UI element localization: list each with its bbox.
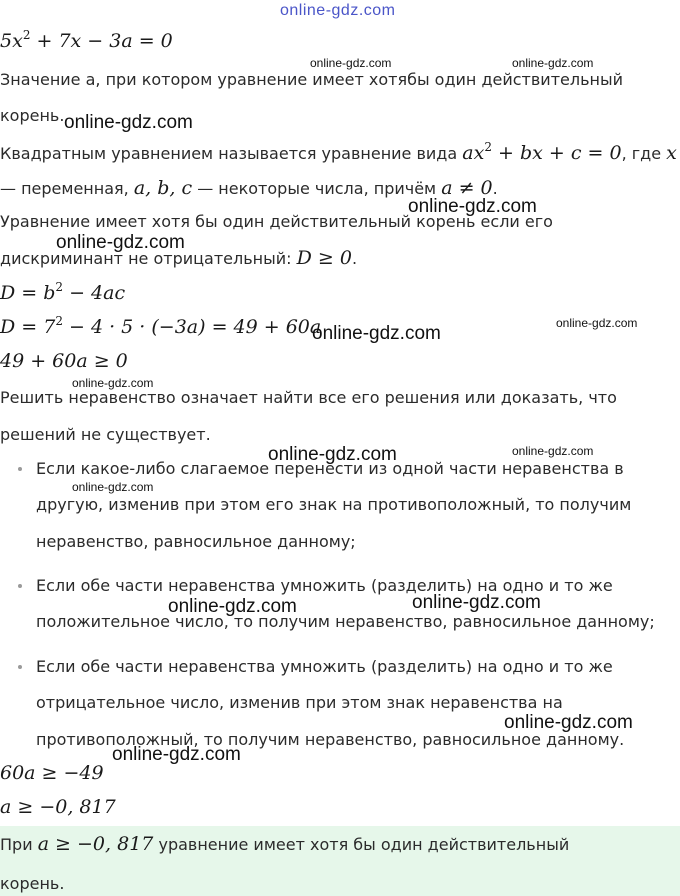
- task-text-1: Значение a, при котором уравнение имеет хотябы один действительный: [0, 70, 624, 89]
- watermark-top: online-gdz.com: [280, 2, 396, 19]
- list-item-line: противоположный, то получим неравенство, равносильное данному.: [36, 730, 625, 749]
- watermark: online-gdz.com: [310, 56, 392, 70]
- task-text-2: корень.: [0, 106, 65, 125]
- answer-value: a ≥ −0, 817: [37, 833, 154, 855]
- list-item-line: неравенство, равносильное данному;: [36, 532, 356, 551]
- discriminant-calculation: $D = 7^2 - 4 \cdot 5 \cdot (-3a) = 49 + 60a$: [0, 314, 322, 338]
- watermark: online-gdz.com: [168, 596, 297, 617]
- discriminant-formula: $D = b^2 - 4ac$: [0, 280, 126, 304]
- list-item-line: положительное число, то получим неравенство, равносильное данному;: [36, 612, 655, 631]
- inequality-2: 60a ≥ −49: [0, 762, 104, 784]
- watermark: online-gdz.com: [556, 316, 638, 330]
- watermark: online-gdz.com: [512, 56, 594, 70]
- list-item-line: Если какое-либо слагаемое перенести из одной части неравенства в: [36, 459, 624, 478]
- equation: $5x^2 + 7x - 3a = 0$: [0, 28, 173, 52]
- definition-text-2: — переменная, a, b, c — некоторые числа, причём a ≠ 0.: [0, 177, 498, 199]
- solve-text-1: Решить неравенство означает найти все его решения или доказать, что: [0, 388, 617, 407]
- condition-text-2: дискриминант не отрицательный: D ≥ 0.: [0, 247, 358, 269]
- watermark: online-gdz.com: [72, 480, 154, 494]
- answer-prefix: При: [0, 835, 33, 854]
- result: a ≥ −0, 817: [0, 796, 116, 818]
- list-bullet: [18, 467, 22, 471]
- watermark: online-gdz.com: [112, 744, 241, 765]
- inequality: 49 + 60a ≥ 0: [0, 350, 128, 372]
- watermark: online-gdz.com: [408, 196, 537, 217]
- watermark: online-gdz.com: [64, 112, 193, 133]
- answer-suffix: уравнение имеет хотя бы один действительный: [158, 835, 570, 854]
- condition-text-1: Уравнение имеет хотя бы один действительный корень если его: [0, 212, 553, 231]
- list-bullet: [18, 665, 22, 669]
- list-item-line: Если обе части неравенства умножить (разделить) на одно и то же: [36, 576, 613, 595]
- list-bullet: [18, 584, 22, 588]
- definition-text-1: Квадратным уравнением называется уравнение вида $ax^2$ + bx + c = 0, где x: [0, 140, 677, 164]
- watermark: online-gdz.com: [412, 592, 541, 613]
- answer-line-1: [0, 833, 569, 855]
- list-item-line: другую, изменив при этом его знак на противоположный, то получим: [36, 495, 632, 514]
- watermark: online-gdz.com: [72, 376, 154, 390]
- watermark: online-gdz.com: [512, 444, 594, 458]
- watermark: online-gdz.com: [56, 232, 185, 253]
- watermark: online-gdz.com: [312, 323, 441, 344]
- watermark: online-gdz.com: [504, 712, 633, 733]
- solve-text-2: решений не существует.: [0, 425, 211, 444]
- answer-line-2: корень.: [0, 874, 65, 893]
- list-item-line: отрицательное число, изменив при этом знак неравенства на: [36, 693, 563, 712]
- list-item-line: Если обе части неравенства умножить (разделить) на одно и то же: [36, 657, 613, 676]
- watermark: online-gdz.com: [268, 444, 397, 465]
